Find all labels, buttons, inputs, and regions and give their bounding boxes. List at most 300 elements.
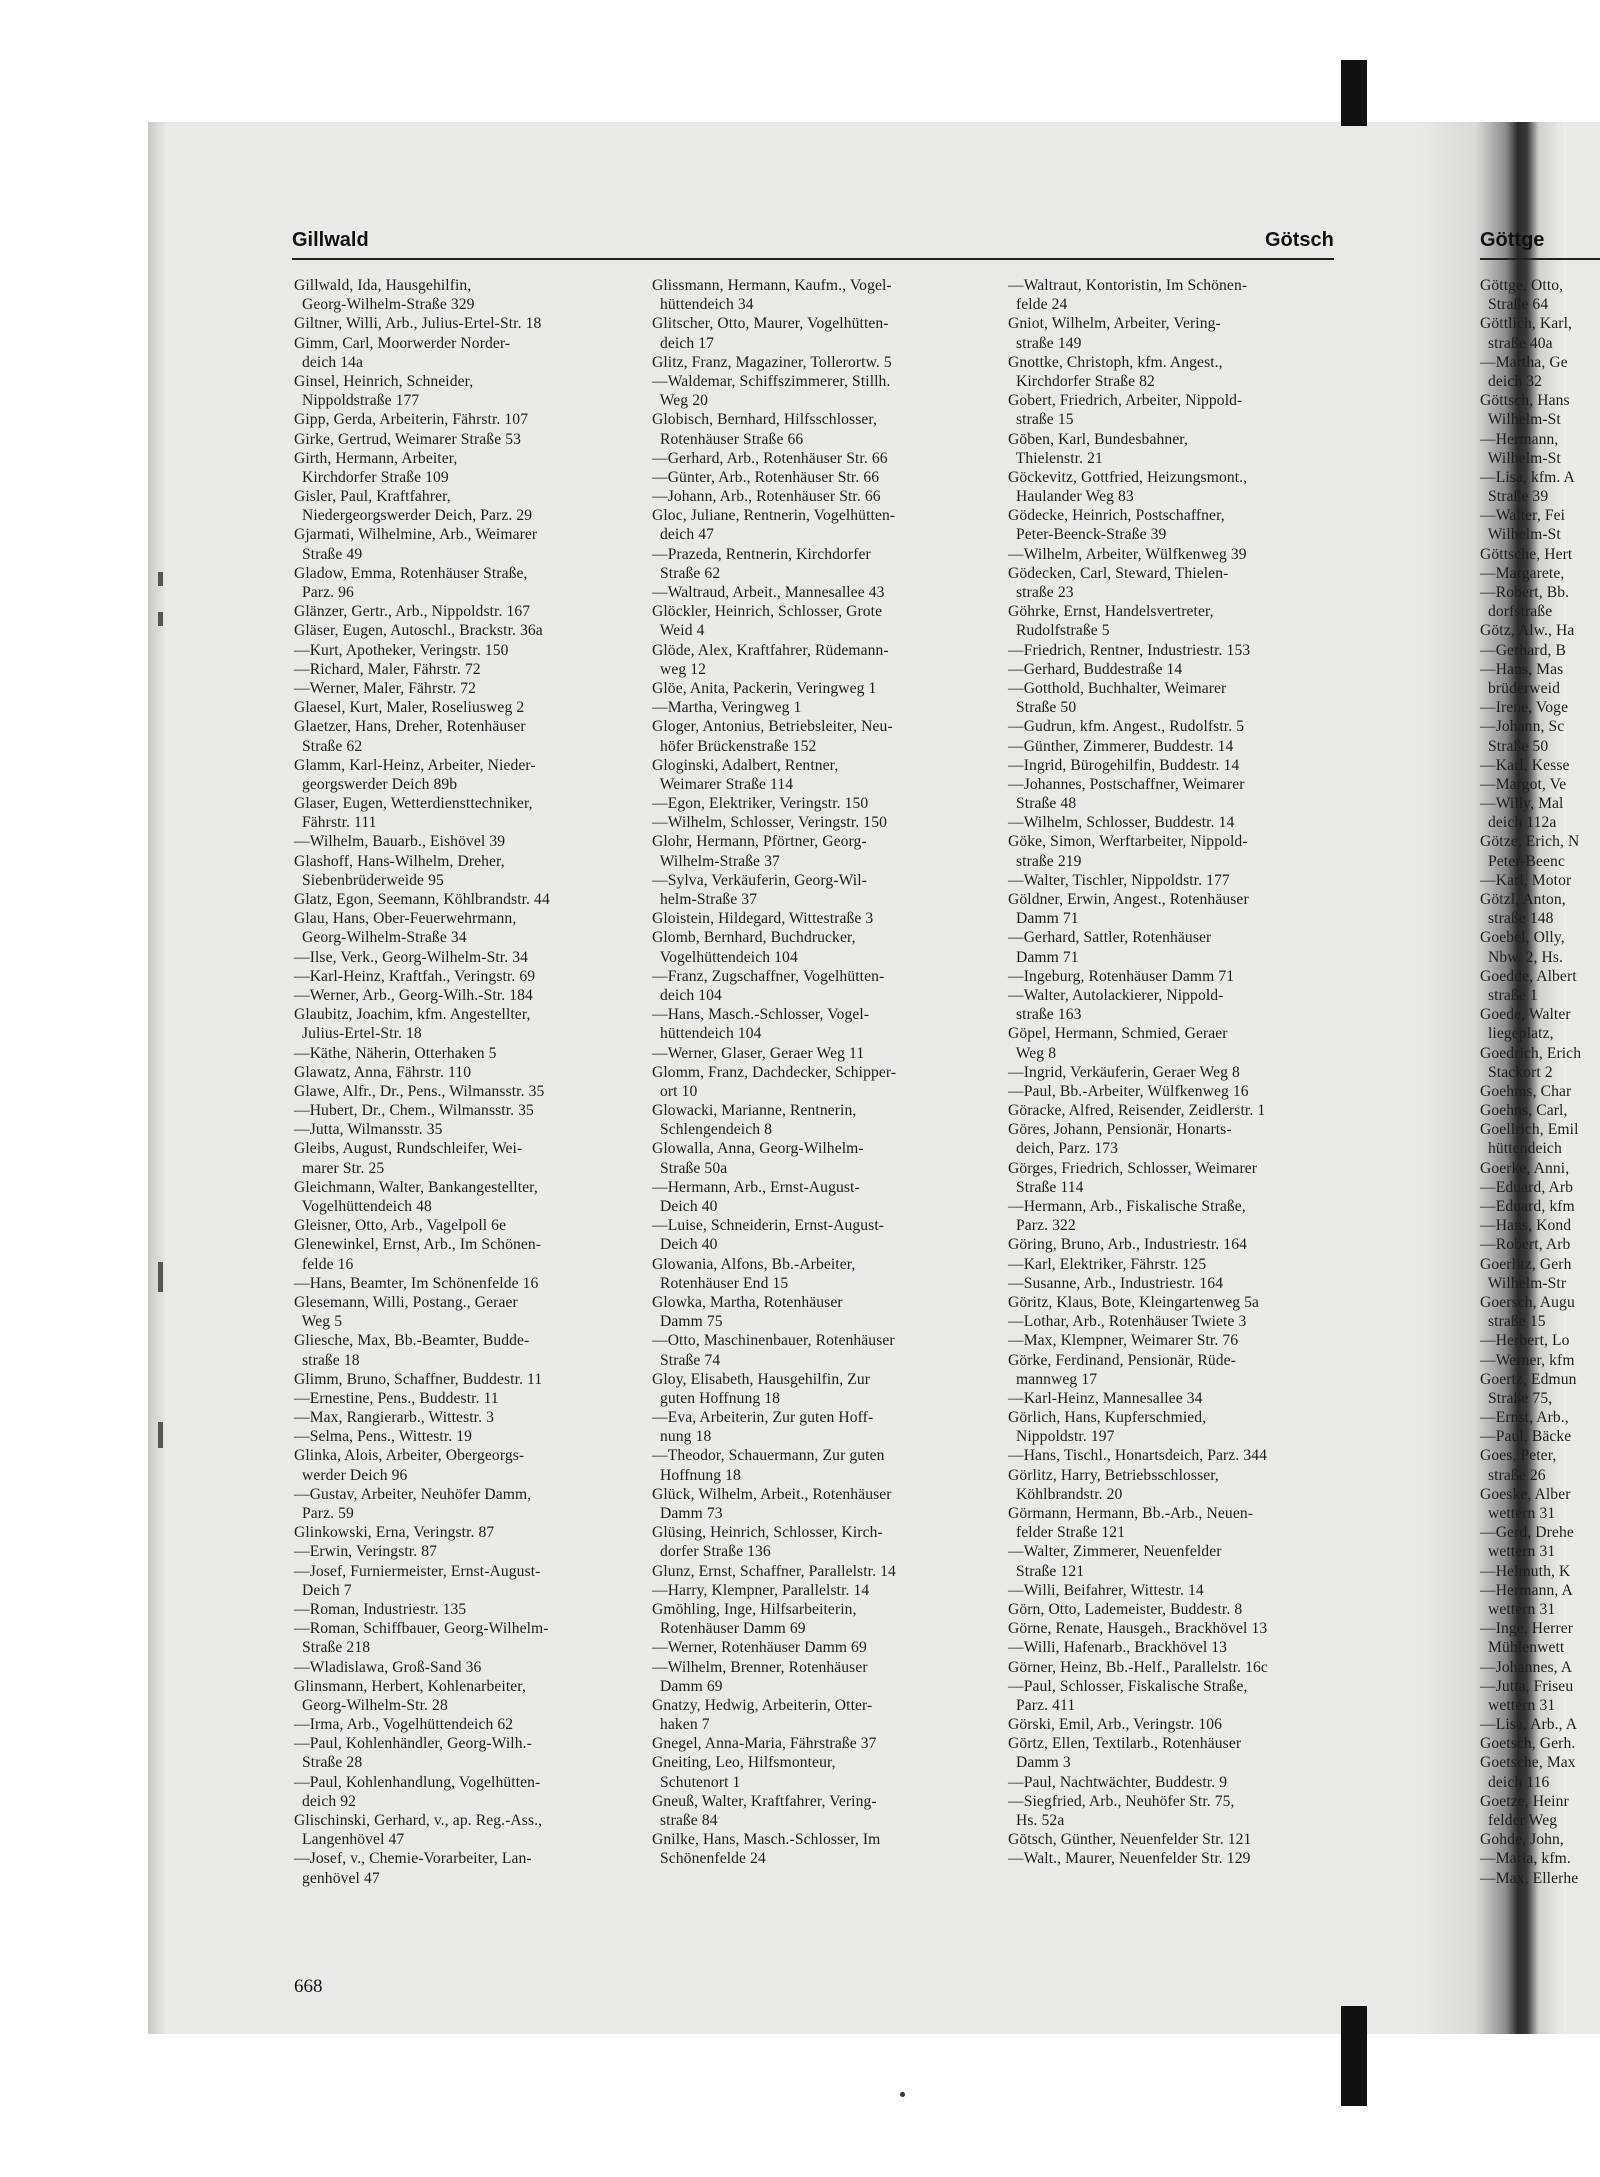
directory-line: Glüsing, Heinrich, Schlosser, Kirch-	[652, 1524, 883, 1542]
directory-line: —Walter, Fei	[1480, 507, 1566, 525]
directory-line: —Ingrid, Verkäuferin, Geraer Weg 8	[1008, 1063, 1240, 1081]
directory-line: Gillwald, Ida, Hausgehilfin,	[294, 277, 472, 294]
scan-artifact	[158, 572, 163, 586]
directory-line: Straße 74	[652, 1351, 721, 1369]
directory-line: —Maria, kfm.	[1480, 1850, 1571, 1868]
directory-line: —Wilhelm, Schlosser, Buddestr. 14	[1008, 814, 1235, 832]
directory-line: Ginsel, Heinrich, Schneider,	[294, 372, 474, 390]
directory-line: Straße 50	[1480, 737, 1549, 755]
directory-line: —Paul, Nachtwächter, Buddestr. 9	[1008, 1773, 1228, 1791]
directory-line: wettern 31	[1480, 1600, 1556, 1618]
directory-line: —Gotthold, Buchhalter, Weimarer	[1008, 679, 1227, 697]
directory-line: Göring, Bruno, Arb., Industriestr. 164	[1008, 1236, 1247, 1254]
directory-line: marer Str. 25	[294, 1159, 385, 1177]
directory-line: Glaesel, Kurt, Maler, Roseliusweg 2	[294, 699, 525, 717]
directory-line: —Josef, v., Chemie-Vorarbeiter, Lan-	[294, 1850, 532, 1868]
directory-line: straße 219	[1008, 852, 1082, 870]
directory-line: Görner, Heinz, Bb.-Helf., Parallelstr. 16c	[1008, 1658, 1268, 1676]
directory-line: ort 10	[652, 1082, 698, 1100]
directory-line: Gliesche, Max, Bb.-Beamter, Budde-	[294, 1332, 530, 1350]
directory-line: deich 92	[294, 1792, 357, 1810]
directory-line: deich 32	[1480, 372, 1543, 390]
directory-line: Georg-Wilhelm-Straße 329	[294, 296, 475, 314]
directory-line: Langenhövel 47	[294, 1831, 405, 1849]
directory-line: wettern 31	[1480, 1543, 1556, 1561]
binding-shadow-bottom	[1341, 2006, 1367, 2106]
directory-line: —Waltraut, Kontoristin, Im Schönen-	[1008, 277, 1248, 294]
directory-line: Giltner, Willi, Arb., Julius-Ertel-Str. 18	[294, 315, 542, 333]
directory-line: Rotenhäuser Straße 66	[652, 430, 804, 448]
directory-line: Göke, Simon, Werftarbeiter, Nippold-	[1008, 833, 1248, 851]
directory-line: —Johann, Sc	[1480, 718, 1565, 736]
directory-line: hüttendeich 34	[652, 296, 754, 314]
directory-line: Straße 39	[1480, 488, 1549, 506]
directory-line: —Paul, Kohlenhandlung, Vogelhütten-	[294, 1773, 541, 1791]
directory-line: —Irma, Arb., Vogelhüttendeich 62	[294, 1716, 514, 1734]
directory-line: Gipp, Gerda, Arbeiterin, Fährstr. 107	[294, 411, 529, 429]
directory-line: Weg 5	[294, 1313, 343, 1331]
directory-line: Gloistein, Hildegard, Wittestraße 3	[652, 910, 874, 928]
directory-line: —Johannes, A	[1480, 1658, 1573, 1676]
directory-line: Glatz, Egon, Seemann, Köhlbrandstr. 44	[294, 891, 550, 908]
directory-line: Glenewinkel, Ernst, Arb., Im Schönen-	[294, 1236, 542, 1254]
directory-line: Goetsche, Max	[1480, 1754, 1576, 1772]
directory-line: werder Deich 96	[294, 1466, 408, 1484]
directory-line: Parz. 59	[294, 1505, 354, 1522]
directory-line: Gisler, Paul, Kraftfahrer,	[294, 488, 451, 506]
directory-line: deich 112a	[1480, 814, 1557, 832]
directory-line: Gnegel, Anna-Maria, Fährstraße 37	[652, 1735, 877, 1753]
directory-line: Göckevitz, Gottfried, Heizungsmont.,	[1008, 468, 1248, 486]
directory-line: straße 163	[1008, 1006, 1082, 1024]
scan-artifact	[158, 1422, 163, 1448]
scan-dot	[900, 2092, 905, 2097]
directory-line: Damm 71	[1008, 910, 1079, 928]
directory-line: Glesemann, Willi, Postang., Geraer	[294, 1293, 518, 1311]
directory-line: Hs. 52a	[1008, 1812, 1065, 1829]
directory-line: —Harry, Klempner, Parallelstr. 14	[652, 1581, 870, 1599]
directory-line: —Karl-Heinz, Kraftfah., Veringstr. 69	[294, 967, 536, 985]
directory-line: Glowania, Alfons, Bb.-Arbeiter,	[652, 1255, 856, 1273]
directory-line: Glawatz, Anna, Fährstr. 110	[294, 1063, 472, 1081]
directory-line: —Ilse, Verk., Georg-Wilhelm-Str. 34	[294, 948, 529, 966]
directory-line: —Ernestine, Pens., Buddestr. 11	[294, 1389, 499, 1407]
directory-line: Schutenort 1	[652, 1773, 741, 1791]
next-page-column	[1480, 276, 1581, 1888]
directory-line: deich 116	[1480, 1773, 1550, 1791]
directory-line: Wilhelm-St	[1480, 411, 1561, 429]
directory-line: Peter-Beenck-Straße 39	[1008, 526, 1167, 544]
directory-line: Goes, Peter,	[1480, 1447, 1561, 1465]
directory-line: höfer Brückenstraße 152	[652, 737, 817, 755]
directory-line: Rotenhäuser End 15	[652, 1274, 789, 1292]
directory-line: Straße 75,	[1480, 1389, 1557, 1407]
directory-line: —Irene, Voge	[1480, 699, 1569, 717]
directory-line: —Hans, Beamter, Im Schönenfelde 16	[294, 1274, 539, 1292]
directory-line: —Prazeda, Rentnerin, Kirchdorfer	[652, 545, 871, 563]
directory-line: Glowalla, Anna, Georg-Wilhelm-	[652, 1140, 864, 1158]
directory-line: Glamm, Karl-Heinz, Arbeiter, Nieder-	[294, 756, 536, 774]
directory-line: straße 23	[1008, 584, 1074, 601]
directory-line: Damm 69	[652, 1677, 723, 1695]
directory-line: Damm 71	[1008, 948, 1079, 966]
directory-line: Straße 48	[1008, 795, 1077, 813]
directory-line: Göldner, Erwin, Angest., Rotenhäuser	[1008, 891, 1249, 908]
directory-line: Glück, Wilhelm, Arbeit., Rotenhäuser	[652, 1485, 892, 1503]
directory-line: Gneuß, Walter, Kraftfahrer, Vering-	[652, 1792, 877, 1810]
directory-line: Peter-Beenc	[1480, 852, 1565, 870]
directory-line: Straße 64	[1480, 296, 1549, 314]
directory-line: —Werner, Rotenhäuser Damm 69	[652, 1639, 867, 1657]
directory-line: straße 149	[1008, 334, 1082, 352]
directory-line: Glomm, Franz, Dachdecker, Schipper-	[652, 1063, 897, 1081]
directory-line: Glinkowski, Erna, Veringstr. 87	[294, 1524, 495, 1542]
directory-line: Köhlbrandstr. 20	[1008, 1485, 1123, 1503]
directory-line: Parz. 322	[1008, 1217, 1076, 1235]
directory-line: Weg 8	[1008, 1044, 1057, 1062]
directory-line: Gmöhling, Inge, Hilfsarbeiterin,	[652, 1600, 857, 1618]
directory-line: Goedrich, Erich	[1480, 1044, 1582, 1062]
directory-line: Damm 3	[1008, 1754, 1071, 1772]
directory-line: —Egon, Elektriker, Veringstr. 150	[652, 795, 869, 813]
directory-line: Gloger, Antonius, Betriebsleiter, Neu-	[652, 718, 893, 736]
directory-line: Gläser, Eugen, Autoschl., Brackstr. 36a	[294, 622, 543, 640]
directory-line: —Wilhelm, Arbeiter, Wülfkenweg 39	[1008, 545, 1247, 563]
directory-line: Gimm, Carl, Moorwerder Norder-	[294, 334, 511, 352]
directory-line: Glaser, Eugen, Wetterdiensttechniker,	[294, 795, 533, 813]
directory-line: —Hermann,	[1480, 430, 1559, 448]
directory-line: Glunz, Ernst, Schaffner, Parallelstr. 14	[652, 1562, 896, 1580]
directory-line: Goebel, Olly,	[1480, 929, 1565, 947]
directory-line: —Max, Ellerhe	[1480, 1869, 1579, 1887]
directory-line: —Friedrich, Rentner, Industriestr. 153	[1008, 641, 1251, 659]
directory-line: —Helmuth, K	[1480, 1562, 1571, 1580]
directory-line: Vogelhüttendeich 104	[652, 948, 798, 966]
directory-line: Straße 50a	[652, 1159, 728, 1177]
directory-line: —Karl-Heinz, Mannesallee 34	[1008, 1389, 1203, 1407]
directory-line: —Max, Klempner, Weimarer Str. 76	[1008, 1332, 1239, 1350]
directory-line: —Lisa, Arb., A	[1480, 1716, 1578, 1734]
directory-line: Stackort 2	[1480, 1063, 1553, 1081]
directory-line: mannweg 17	[1008, 1370, 1098, 1388]
directory-line: —Hermann, Arb., Ernst-August-	[652, 1178, 860, 1196]
directory-line: Fährstr. 111	[294, 814, 377, 832]
directory-line: Deich 40	[652, 1236, 718, 1254]
directory-line: —Ernst, Arb.,	[1480, 1409, 1569, 1427]
directory-line: —Paul, Kohlenhändler, Georg-Wilh.-	[294, 1735, 532, 1753]
directory-line: dorfstraße	[1480, 603, 1553, 621]
directory-line: Götz, Alw., Ha	[1480, 622, 1575, 640]
directory-line: —Otto, Maschinenbauer, Rotenhäuser	[652, 1332, 895, 1350]
directory-line: Straße 62	[294, 737, 363, 755]
directory-line: —Johann, Arb., Rotenhäuser Str. 66	[652, 488, 881, 506]
directory-line: Siebenbrüderweide 95	[294, 871, 444, 889]
directory-line: —Jutta, Friseu	[1480, 1677, 1574, 1695]
directory-line: —Hermann, A	[1480, 1581, 1573, 1599]
directory-line: —Gerhard, Buddestraße 14	[1008, 660, 1183, 678]
directory-line: guten Hoffnung 18	[652, 1389, 781, 1407]
directory-line: Schönenfelde 24	[652, 1850, 766, 1868]
directory-line: Wilhelm-Straße 37	[652, 852, 780, 870]
directory-line: —Roman, Industriestr. 135	[294, 1600, 467, 1618]
directory-line: Straße 121	[1008, 1562, 1085, 1580]
directory-line: —Wilhelm, Bauarb., Eishövel 39	[294, 833, 506, 851]
directory-line: Görlich, Hans, Kupferschmied,	[1008, 1409, 1207, 1427]
directory-line: —Herbert, Lo	[1480, 1332, 1570, 1350]
directory-line: deich 47	[652, 526, 715, 544]
directory-line: Göttsch, Hans	[1480, 392, 1570, 410]
directory-line: Parz. 96	[294, 584, 354, 601]
directory-line: —Werner, Glaser, Geraer Weg 11	[652, 1044, 865, 1062]
directory-line: Julius-Ertel-Str. 18	[294, 1025, 422, 1043]
directory-line: Götsch, Günther, Neuenfelder Str. 121	[1008, 1831, 1252, 1849]
next-page-running-head: Göttge	[1480, 229, 1545, 251]
directory-line: Damm 73	[652, 1505, 723, 1522]
directory-line: Goehns, Carl,	[1480, 1102, 1568, 1120]
directory-line: Glänzer, Gertr., Arb., Nippoldstr. 167	[294, 603, 531, 621]
directory-line: —Werner, kfm	[1480, 1351, 1575, 1369]
directory-line: Gleisner, Otto, Arb., Vagelpoll 6e	[294, 1217, 507, 1235]
directory-line: Gneiting, Leo, Hilfsmonteur,	[652, 1754, 836, 1772]
directory-line: Görges, Friedrich, Schlosser, Weimarer	[1008, 1159, 1258, 1177]
directory-line: —Theodor, Schauermann, Zur guten	[652, 1447, 885, 1465]
directory-line: —Richard, Maler, Fährstr. 72	[294, 660, 481, 678]
directory-line: —Margarete,	[1480, 564, 1565, 582]
directory-line: Gladow, Emma, Rotenhäuser Straße,	[294, 564, 528, 582]
directory-line: straße 84	[652, 1812, 718, 1829]
directory-line: —Selma, Pens., Wittestr. 19	[294, 1428, 473, 1446]
directory-line: —Inge, Herrer	[1480, 1620, 1574, 1638]
directory-line: Görlitz, Harry, Betriebsschlosser,	[1008, 1466, 1219, 1484]
directory-line: Kirchdorfer Straße 109	[294, 468, 449, 486]
directory-line: felder Straße 121	[1008, 1524, 1126, 1542]
directory-line: Straße 50	[1008, 699, 1077, 717]
directory-line: Weimarer Straße 114	[652, 775, 794, 793]
directory-line: Georg-Wilhelm-Straße 34	[294, 929, 467, 947]
directory-line: straße 1	[1480, 986, 1538, 1004]
directory-line: —Eduard, Arb	[1480, 1178, 1574, 1196]
directory-line: Wilhelm-St	[1480, 526, 1561, 544]
directory-line: Glinka, Alois, Arbeiter, Obergeorgs-	[294, 1447, 525, 1465]
directory-line: Goellrich, Emil	[1480, 1121, 1579, 1139]
directory-line: —Ingeburg, Rotenhäuser Damm 71	[1008, 967, 1235, 985]
directory-line: Görski, Emil, Arb., Veringstr. 106	[1008, 1716, 1223, 1734]
directory-line: —Gustav, Arbeiter, Neuhöfer Damm,	[294, 1485, 532, 1503]
directory-line: —Gudrun, kfm. Angest., Rudolfstr. 5	[1008, 718, 1245, 736]
directory-line: Gödecke, Heinrich, Postschaffner,	[1008, 507, 1225, 525]
directory-line: Gnilke, Hans, Masch.-Schlosser, Im	[652, 1831, 881, 1849]
directory-line: Gleichmann, Walter, Bankangestellter,	[294, 1178, 538, 1196]
directory-line: Kirchdorfer Straße 82	[1008, 372, 1155, 390]
directory-line: Goede, Walter	[1480, 1006, 1571, 1024]
directory-line: —Ingrid, Bürogehilfin, Buddestr. 14	[1008, 756, 1240, 774]
directory-line: nung 18	[652, 1428, 712, 1446]
directory-line: Goedde, Albert	[1480, 967, 1577, 985]
directory-line: —Siegfried, Arb., Neuhöfer Str. 75,	[1008, 1792, 1235, 1810]
directory-line: straße 26	[1480, 1466, 1546, 1484]
directory-line: helm-Straße 37	[652, 891, 758, 908]
directory-line: Niedergeorgswerder Deich, Parz. 29	[294, 507, 533, 525]
directory-line: straße 15	[1480, 1313, 1546, 1331]
directory-line: felde 24	[1008, 296, 1068, 314]
directory-line: Goersch, Augu	[1480, 1293, 1575, 1311]
directory-line: —Walter, Tischler, Nippoldstr. 177	[1008, 871, 1230, 889]
running-head-right: Götsch	[1265, 229, 1334, 251]
running-head-left: Gillwald	[292, 229, 369, 251]
directory-line: Glöckler, Heinrich, Schlosser, Grote	[652, 603, 883, 621]
directory-line: Göracke, Alfred, Reisender, Zeidlerstr. 1	[1008, 1102, 1266, 1120]
directory-line: —Lisa, kfm. A	[1480, 468, 1575, 486]
directory-line: Haulander Weg 83	[1008, 488, 1134, 506]
directory-line: —Willy, Mal	[1480, 795, 1564, 813]
directory-line: —Franz, Zugschaffner, Vogelhütten-	[652, 967, 885, 985]
directory-line: —Martha, Veringweg 1	[652, 699, 802, 717]
directory-line: Straße 49	[294, 545, 363, 563]
directory-line: Rudolfstraße 5	[1008, 622, 1110, 640]
directory-line: Gloc, Juliane, Rentnerin, Vogelhütten-	[652, 507, 896, 525]
directory-line: —Lothar, Arb., Rotenhäuser Twiete 3	[1008, 1313, 1247, 1331]
directory-line: Vogelhüttendeich 48	[294, 1198, 432, 1215]
directory-line: Göttlich, Karl,	[1480, 315, 1573, 333]
directory-line: hüttendeich 104	[652, 1025, 762, 1043]
directory-line: Gnottke, Christoph, kfm. Angest.,	[1008, 353, 1223, 371]
directory-line: —Erwin, Veringstr. 87	[294, 1543, 438, 1561]
directory-column-2	[652, 276, 896, 1869]
directory-line: genhövel 47	[294, 1869, 380, 1887]
directory-line: Georg-Wilhelm-Str. 28	[294, 1696, 448, 1714]
directory-line: —Jutta, Wilmansstr. 35	[294, 1121, 443, 1139]
directory-line: Glawe, Alfr., Dr., Pens., Wilmansstr. 35	[294, 1082, 545, 1100]
directory-line: Glimm, Bruno, Schaffner, Buddestr. 11	[294, 1370, 543, 1388]
header-rule	[292, 258, 1334, 260]
directory-line: —Paul, Bäcke	[1480, 1428, 1572, 1446]
directory-line: Görmann, Hermann, Bb.-Arb., Neuen-	[1008, 1505, 1254, 1522]
directory-line: Schlengendeich 8	[652, 1121, 773, 1139]
directory-line: —Roman, Schiffbauer, Georg-Wilhelm-	[294, 1620, 549, 1638]
directory-line: Rotenhäuser Damm 69	[652, 1620, 806, 1638]
directory-line: —Paul, Schlosser, Fiskalische Straße,	[1008, 1677, 1248, 1695]
directory-line: Glöde, Alex, Kraftfahrer, Rüdemann-	[652, 641, 889, 659]
directory-line: —Willi, Hafenarb., Brackhövel 13	[1008, 1639, 1228, 1657]
directory-line: Damm 75	[652, 1313, 723, 1331]
directory-line: Göttge, Otto,	[1480, 277, 1564, 294]
directory-line: Glöe, Anita, Packerin, Veringweg 1	[652, 679, 877, 697]
page-number: 668	[294, 1976, 323, 1997]
directory-line: Götzl, Anton,	[1480, 891, 1566, 908]
directory-line: Görne, Renate, Hausgeh., Brackhövel 13	[1008, 1620, 1268, 1638]
directory-line: Glitz, Franz, Magaziner, Tollerortw. 5	[652, 353, 892, 371]
directory-line: —Waldemar, Schiffszimmerer, Stillh.	[652, 372, 891, 390]
page-edge-shadow	[148, 122, 166, 2034]
directory-line: —Karl, Motor	[1480, 871, 1572, 889]
directory-line: Gobert, Friedrich, Arbeiter, Nippold-	[1008, 392, 1243, 410]
directory-line: straße 40a	[1480, 334, 1553, 352]
directory-line: —Hans, Tischl., Honartsdeich, Parz. 344	[1008, 1447, 1268, 1465]
directory-line: deich 14a	[294, 353, 364, 371]
directory-line: Straße 28	[294, 1754, 363, 1772]
directory-line: weg 12	[652, 660, 707, 678]
directory-line: —Max, Rangierarb., Wittestr. 3	[294, 1409, 494, 1427]
directory-line: Glaetzer, Hans, Dreher, Rotenhäuser	[294, 718, 526, 736]
directory-line: —Robert, Bb.	[1480, 584, 1570, 601]
next-page-header-rule	[1480, 258, 1600, 260]
directory-line: Glashoff, Hans-Wilhelm, Dreher,	[294, 852, 505, 870]
directory-line: wettern 31	[1480, 1505, 1556, 1522]
directory-line: —Gerhard, Sattler, Rotenhäuser	[1008, 929, 1212, 947]
directory-line: Goerke, Anni,	[1480, 1159, 1570, 1177]
directory-line: Goetze, Heinr	[1480, 1792, 1569, 1810]
directory-line: Thielenstr. 21	[1008, 449, 1103, 467]
directory-line: brüderweid	[1480, 679, 1561, 697]
directory-line: Glau, Hans, Ober-Feuerwehrmann,	[294, 910, 517, 928]
directory-line: Glitscher, Otto, Maurer, Vogelhütten-	[652, 315, 889, 333]
directory-line: —Werner, Arb., Georg-Wilh.-Str. 184	[294, 986, 533, 1004]
directory-line: straße 18	[294, 1351, 360, 1369]
directory-line: —Walter, Zimmerer, Neuenfelder	[1008, 1543, 1222, 1561]
directory-line: felder Weg	[1480, 1812, 1558, 1829]
directory-line: dorfer Straße 136	[652, 1543, 771, 1561]
directory-line: Göritz, Klaus, Bote, Kleingartenweg 5a	[1008, 1293, 1260, 1311]
directory-line: hüttendeich	[1480, 1140, 1562, 1158]
directory-line: Straße 62	[652, 564, 721, 582]
directory-line: Glomb, Bernhard, Buchdrucker,	[652, 929, 856, 947]
directory-line: Görtz, Ellen, Textilarb., Rotenhäuser	[1008, 1735, 1242, 1753]
directory-line: Glinsmann, Herbert, Kohlenarbeiter,	[294, 1677, 526, 1695]
directory-line: Mühlenwett	[1480, 1639, 1565, 1657]
directory-line: Wilhelm-St	[1480, 449, 1561, 467]
directory-line: Glissmann, Hermann, Kaufm., Vogel-	[652, 277, 892, 294]
directory-line: —Josef, Furniermeister, Ernst-August-	[294, 1562, 541, 1580]
directory-line: Glohr, Hermann, Pförtner, Georg-	[652, 833, 867, 851]
directory-line: Goehms, Char	[1480, 1082, 1572, 1100]
directory-line: —Wladislawa, Groß-Sand 36	[294, 1658, 482, 1676]
directory-line: Göben, Karl, Bundesbahner,	[1008, 430, 1188, 448]
directory-line: Globisch, Bernhard, Hilfsschlosser,	[652, 411, 878, 429]
directory-line: —Karl, Elektriker, Fährstr. 125	[1008, 1255, 1207, 1273]
directory-line: deich 104	[652, 986, 722, 1004]
directory-line: haken 7	[652, 1716, 710, 1734]
directory-line: —Günther, Zimmerer, Buddestr. 14	[1008, 737, 1234, 755]
binding-shadow-top	[1341, 60, 1367, 126]
directory-line: Parz. 411	[1008, 1696, 1076, 1714]
directory-line: —Gerhard, Arb., Rotenhäuser Str. 66	[652, 449, 888, 467]
directory-line: Gloy, Elisabeth, Hausgehilfin, Zur	[652, 1370, 871, 1388]
directory-line: —Willi, Beifahrer, Wittestr. 14	[1008, 1581, 1204, 1599]
scan-artifact	[158, 1262, 163, 1292]
directory-line: —Sylva, Verkäuferin, Georg-Wil-	[652, 871, 867, 889]
directory-line: —Hans, Kond	[1480, 1217, 1572, 1235]
directory-line: straße 15	[1008, 411, 1074, 429]
directory-line: georgswerder Deich 89b	[294, 775, 458, 793]
directory-line: Hoffnung 18	[652, 1466, 741, 1484]
directory-line: Gnatzy, Hedwig, Arbeiterin, Otter-	[652, 1696, 873, 1714]
directory-line: Girke, Gertrud, Weimarer Straße 53	[294, 430, 522, 448]
directory-line: Nbw. 2, Hs.	[1480, 948, 1564, 966]
directory-line: Goetsch, Gerh.	[1480, 1735, 1576, 1753]
directory-line: Goerlitz, Gerh	[1480, 1255, 1572, 1273]
directory-line: —Susanne, Arb., Industriestr. 164	[1008, 1274, 1224, 1292]
directory-line: Götze, Erich, N	[1480, 833, 1580, 851]
directory-line: —Wilhelm, Schlosser, Veringstr. 150	[652, 814, 887, 832]
directory-line: Glowka, Martha, Rotenhäuser	[652, 1293, 843, 1311]
scanned-page	[148, 122, 1600, 2034]
directory-line: Gniot, Wilhelm, Arbeiter, Vering-	[1008, 315, 1221, 333]
directory-line: —Martha, Ge	[1480, 353, 1568, 371]
directory-line: —Wilhelm, Brenner, Rotenhäuser	[652, 1658, 868, 1676]
directory-line: —Günter, Arb., Rotenhäuser Str. 66	[652, 468, 880, 486]
directory-line: —Karl, Kesse	[1480, 756, 1570, 774]
directory-line: —Hans, Mas	[1480, 660, 1564, 678]
